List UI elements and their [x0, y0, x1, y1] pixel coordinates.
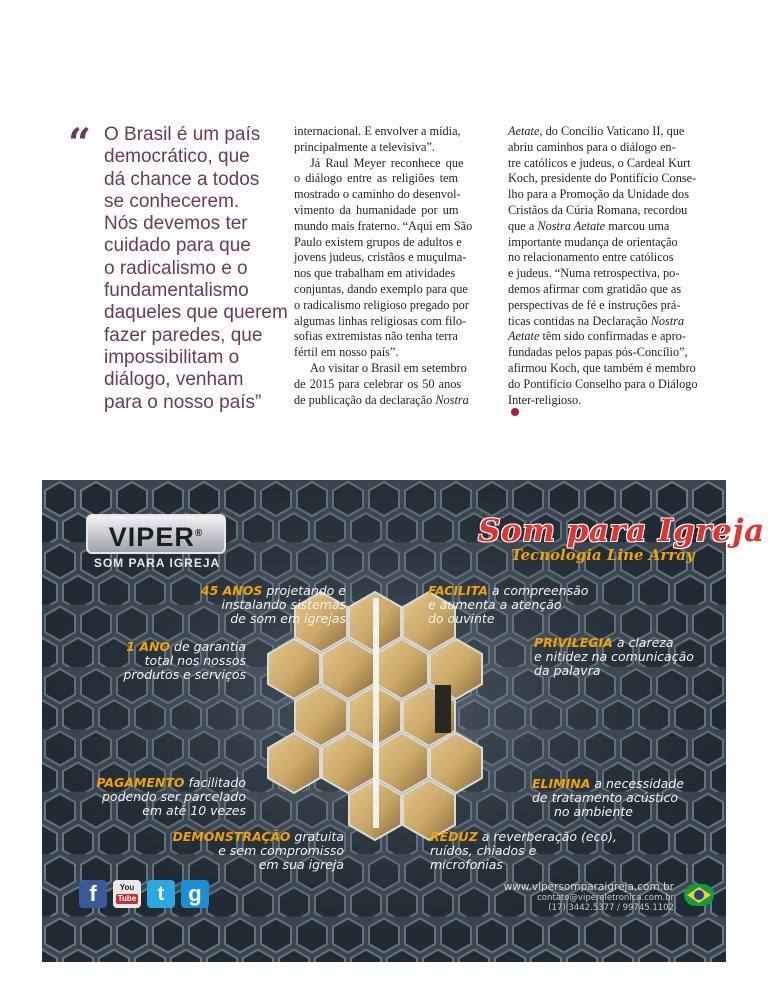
feature-text: a compreensão	[487, 583, 589, 598]
body-line: mundo mais fraterno. “Aqui em São	[294, 218, 473, 233]
feature-45-anos	[94, 584, 346, 626]
body-line: lho para a Promoção da Unidade dos	[508, 187, 689, 202]
feature-highlight: 1 ANO	[126, 639, 171, 654]
body-line: no relacionamento entre católicos	[508, 250, 674, 265]
phone-number: (17) 3442.5377 / 99745.1102	[548, 903, 674, 913]
body-line: internacional. E envolver a mídia,	[294, 124, 461, 138]
body-line: jovens judeus, cristãos e muçulma-	[294, 250, 467, 265]
italic-term: Nostra	[650, 313, 685, 328]
body-line: importante mudança de orientação	[508, 234, 678, 249]
body-line: perspectivas de fé e instruções prá-	[508, 297, 681, 312]
twitter-icon[interactable]: t	[147, 880, 175, 908]
body-line	[508, 219, 683, 235]
email-link[interactable]: contato@vipereletronica.com.br	[537, 893, 674, 903]
italic-term: Aetate	[508, 329, 540, 344]
quote-text	[104, 124, 304, 414]
feature-elimina	[532, 777, 684, 819]
feature-privilegia	[534, 636, 694, 678]
body-text: de publicação da declaração	[294, 392, 433, 407]
google-icon[interactable]: g	[181, 880, 209, 908]
feature-line: de tratamento acústico	[532, 790, 679, 805]
feature-highlight: PAGAMENTO	[96, 775, 185, 790]
body-line	[508, 314, 683, 330]
feature-highlight: PRIVILEGIA	[534, 635, 613, 650]
body-line: algumas linhas religiosas com filo-	[294, 313, 467, 328]
body-line: Ao visitar o Brasil em setembro	[310, 360, 467, 375]
feature-reduz	[430, 830, 617, 872]
feature-line: instalando sistemas	[221, 597, 346, 612]
body-line: sofias extremistas não tenha terra	[294, 329, 458, 344]
youtube-icon-bottom: Tube	[117, 894, 137, 903]
feature-line: total nos nossos	[144, 653, 246, 668]
body-line: afirmou Koch, que também é membro	[508, 360, 696, 375]
feature-1-ano	[62, 640, 246, 682]
feature-line: da palavra	[534, 663, 601, 678]
feature-line: e nitidez na comunicação	[534, 649, 694, 664]
quote-line: O Brasil é um país	[104, 124, 261, 145]
quote-line: fundamentalismo	[104, 280, 249, 302]
feature-pagamento	[62, 776, 246, 818]
body-line: do Pontifício Conselho para o Diálogo	[508, 376, 698, 391]
feature-highlight: 45 ANOS	[200, 583, 263, 598]
article-column-2	[508, 124, 698, 416]
body-line: conjuntas, dando exemplo para que	[294, 281, 468, 296]
feature-text: a reverberação (eco),	[477, 829, 617, 844]
feature-line: podendo ser parcelado	[101, 789, 246, 804]
body-line: de 2015 para celebrar os 50 anos	[294, 376, 462, 391]
facebook-icon[interactable]: f	[79, 880, 107, 908]
feature-line: de som em igrejas	[230, 611, 346, 626]
brazil-flag-icon	[684, 884, 714, 906]
feature-text: a clareza	[612, 635, 674, 650]
body-line: demos afirmar com gratidão que as	[508, 281, 682, 296]
quote-line: dá chance a todos	[104, 168, 260, 190]
article-column-1	[294, 124, 482, 408]
body-line: principalmente a televisiva”.	[294, 139, 436, 154]
ad-tagline: Tecnologia Line Array	[511, 546, 695, 564]
body-line: e judeus. “Numa retrospectiva, po-	[508, 266, 680, 281]
feature-line: em até 10 vezes	[142, 803, 246, 818]
feature-line	[430, 830, 617, 844]
body-text: têm sido confirmadas e apro-	[542, 329, 686, 344]
logo-text: VIPER	[108, 522, 195, 552]
body-line: vimento da humanidade por um	[294, 202, 459, 217]
feature-line	[428, 584, 588, 598]
body-line: tre católicos e judeus, o Cardeal Kurt	[508, 155, 691, 170]
body-line: o radicalismo religioso pregado por	[294, 297, 469, 312]
feature-text: a necessidade	[590, 776, 684, 791]
viper-advertisement	[42, 480, 765, 962]
feature-text: gratuita	[290, 829, 344, 844]
feature-line	[122, 830, 344, 844]
body-line: fértil em nosso país”.	[294, 345, 399, 360]
italic-term: Aetate	[508, 124, 540, 138]
youtube-icon-top: You	[119, 883, 135, 892]
youtube-icon[interactable]	[113, 880, 141, 908]
feature-line	[62, 776, 246, 790]
feature-text: facilitado	[184, 775, 246, 790]
social-icons	[79, 880, 211, 912]
feature-line: em sua igreja	[258, 857, 344, 872]
body-line	[508, 124, 683, 140]
feature-line: e sem compromisso	[218, 843, 344, 858]
feature-line: e aumenta a atenção	[428, 597, 562, 612]
quote-line: se conhecerem.	[104, 190, 240, 212]
feature-highlight: FACILITA	[428, 583, 488, 598]
feature-line: produtos e serviços	[123, 667, 246, 682]
body-line: Cristãos da Cúria Romana, recordou	[508, 202, 688, 217]
quote-mark: “	[68, 120, 92, 167]
feature-highlight: DEMONSTRAÇÃO	[172, 829, 291, 844]
body-line: nos que trabalham em atividades	[294, 266, 456, 281]
body-text: que a	[508, 218, 535, 233]
feature-text: projetando e	[262, 583, 346, 598]
feature-facilita	[428, 584, 588, 626]
ad-title: Som para Igreja	[478, 513, 765, 549]
feature-highlight: REDUZ	[430, 829, 478, 844]
feature-demonstracao	[122, 830, 344, 872]
feature-line	[534, 636, 694, 650]
quote-line: democrático, que	[104, 146, 250, 168]
body-line: abriu caminhos para o diálogo en-	[508, 139, 676, 154]
viper-logo	[86, 514, 226, 554]
website-link[interactable]: www.vipersomparaigreja.com.br	[503, 881, 674, 893]
body-line	[294, 393, 482, 409]
quote-line: diálogo, venham	[104, 369, 244, 391]
quote-line: impossibilitam o	[104, 346, 240, 368]
body-line	[508, 329, 686, 345]
feature-line	[532, 777, 684, 791]
body-line: fundadas pelos papas pós-Concílio”,	[508, 345, 688, 360]
quote-line: daqueles que querem	[104, 302, 288, 324]
body-line: Koch, presidente do Pontifício Conse-	[508, 171, 697, 186]
body-line: mostrado o caminho do desenvol-	[294, 187, 461, 202]
quote-line: Nós devemos ter	[104, 213, 248, 235]
body-text: ticas contidas na Declaração	[508, 313, 648, 328]
body-line: Paulo existem grupos de adultos e	[294, 234, 462, 249]
quote-line: cuidado para que	[104, 235, 251, 257]
feature-highlight: ELIMINA	[532, 776, 591, 791]
feature-line: do ouvinte	[428, 611, 495, 626]
logo-subtitle: SOM PARA IGREJA	[93, 556, 221, 570]
italic-term: Nostra	[435, 392, 469, 407]
registered-mark: ®	[194, 528, 204, 539]
contact-info	[504, 881, 674, 913]
quote-line: fazer paredes, que	[104, 324, 263, 346]
quote-line: para o nosso país”	[104, 391, 262, 413]
feature-line: microfonias	[430, 857, 503, 872]
feature-line	[94, 584, 346, 598]
feature-text: de garantia	[170, 639, 246, 654]
body-text: , do Concílio Vaticano II, que	[539, 124, 685, 138]
body-text: Inter-religioso.	[508, 392, 582, 407]
body-line	[508, 393, 683, 417]
body-line: Já Raul Meyer reconhece que	[310, 155, 464, 170]
feature-line	[62, 640, 246, 654]
end-bullet-icon	[511, 408, 519, 416]
italic-term: Nostra Aetate	[537, 218, 606, 233]
feature-line: ruídos, chiados e	[430, 843, 537, 858]
body-text: marcou uma	[608, 218, 670, 233]
body-line: o diálogo entre as religiões tem	[294, 171, 459, 186]
feature-line: no ambiente	[554, 804, 633, 819]
quote-line: o radicalismo e o	[104, 257, 248, 279]
